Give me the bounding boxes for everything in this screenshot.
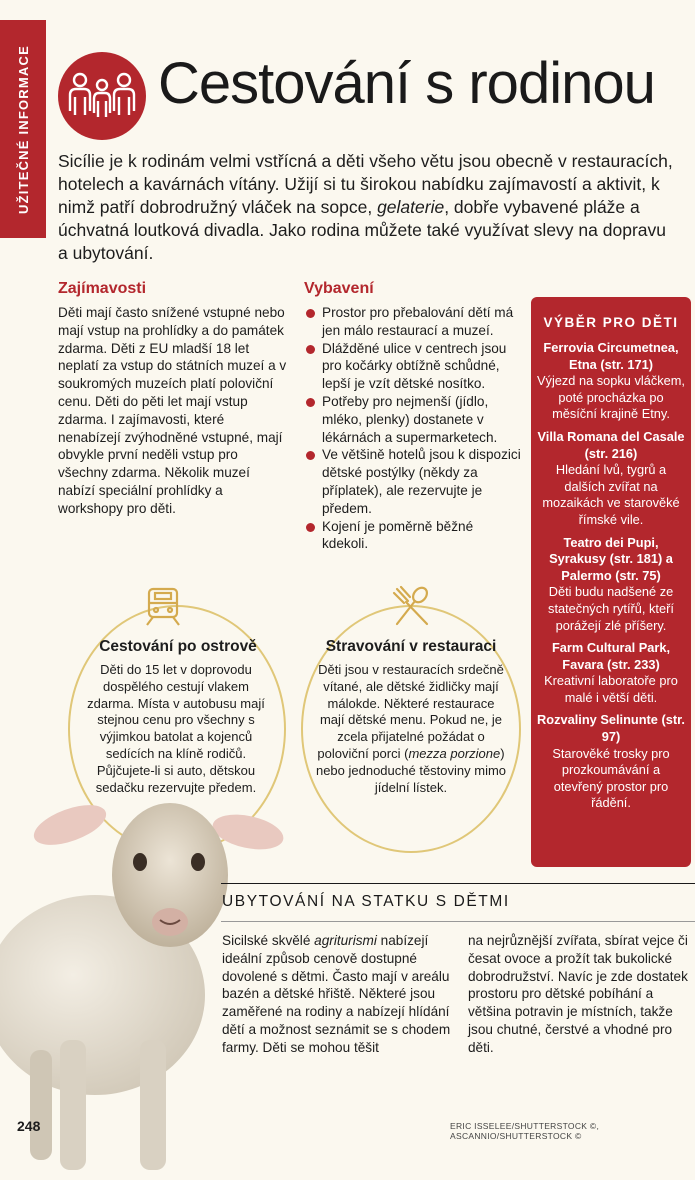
list-item: Potřeby pro nejmenší (jídlo, mléko, plenky) dostanete v lékárnách a supermarketech. (304, 393, 522, 446)
kids-picks-box (531, 297, 691, 867)
page-title: Cestování s rodinou (158, 51, 655, 116)
dining-text: Děti jsou v restauracích srdečně vítané, ale dětské židličky mají málokde. Některé restaurace mají dětské menu. Pokud ne, je zcela přijatelné požádat o poloviční porci (mezza porzione) nebo jednoduché těstoviny mimo jídelní lístek. (315, 662, 507, 795)
travel-heading: Cestování po ostrově (99, 638, 257, 655)
dining-heading: Stravování v restauraci (325, 638, 497, 655)
kids-pick-entry: Villa Romana del Casale (str. 216) Hledání lvů, tygrů a dalších zvířat na mozaikách ve starověké římské vile. (537, 428, 685, 527)
photo-credit: ERIC ISSELEE/SHUTTERSTOCK ©, ASCANNIO/SHUTTERSTOCK © (450, 1121, 600, 1141)
zajimavosti-section (58, 280, 290, 518)
section-tab-label: UŽITEČNÉ INFORMACE (15, 44, 31, 214)
kids-pick-entry: Teatro dei Pupi, Syrakusy (str. 181) a Palermo (str. 75) Děti budu nadšené ze statečných rytířů, kteří porážejí zlé příšery. (548, 534, 674, 633)
train-icon (143, 585, 183, 632)
zajimavosti-heading: Zajímavosti (58, 280, 147, 297)
travel-text: Děti do 15 let v doprovodu dospělého cestují vlakem zdarma. Místa v autobusu mají stejnou cenu pro všechny s výjimkou batolat a kojenců sedících na klíně rodičů. Půjčujete-li si auto, dětskou sedačku rezervujte předem. (87, 662, 265, 795)
section-tab (0, 20, 46, 238)
farm-bottom-rule (221, 921, 695, 922)
farm-top-rule (221, 883, 695, 884)
list-item: Ve většině hotelů jsou k dispozici dětské postýlky (někdy za příplatek), ale rezervujte je předem. (304, 446, 522, 517)
intro-paragraph: Sicílie je k rodinám velmi vstřícná a děti všeho větu jsou obecně v restauracích, hotelech a kavárnách vítány. Užijí si tu širokou nabídku zajímavostí a aktivit, k nimž patří dobrodružný vláček na sopce, gelaterie, dobře vybavené pláže a úchvatná loutková divadla. Jako rodina můžete také využívat slevy na dopravu a ubytování. (58, 151, 673, 263)
kids-picks-title: VÝBĚR PRO DĚTI (543, 315, 679, 330)
vybaveni-heading: Vybavení (304, 280, 374, 297)
list-item: Prostor pro přebalování dětí má jen málo restaurací a muzeí. (304, 304, 522, 340)
list-item: Kojení je poměrně běžné kdekoli. (304, 518, 522, 554)
vybaveni-list (304, 304, 522, 553)
kids-pick-entry: Farm Cultural Park, Favara (str. 233) Kreativní laboratoře pro malé i větší děti. (544, 640, 678, 705)
kids-pick-entry: Ferrovia Circumetnea, Etna (str. 171) Výjezd na sopku vláčkem, poté procházka po měsíční krajině Etny. (537, 340, 685, 422)
vybaveni-section (304, 280, 522, 553)
list-item: Dlážděné ulice v centrech jsou pro kočárky obtížně schůdné, lepší je vzít dětské nosítko. (304, 340, 522, 393)
zajimavosti-text: Děti mají často snížené vstupné nebo mají vstup na prohlídky a do památek zdarma. Děti z EU mladší 18 let neplatí za vstup do státních muzeí a v soukromých muzeích platí poloviční cenu. Děti do pěti let mají vstup zdarma. I zajímavosti, které nenabízejí zvýhodněné vstupné, mají obvykle první neděli vstup pro všechny zdarma. Několik muzeí nabízí speciální prohlídky a workshopy pro děti. (58, 305, 287, 516)
family-icon (58, 52, 146, 140)
farm-text-col1: Sicilské skvělé agriturismi nabízejí ideální způsob cenově dostupné dovolené s dětmi. Často mají v areálu bazén a dětské hřiště. Některé jsou zaměřené na rodiny a nabízejí hlídání dětí a možnost seznámit se s chodem farmy. Děti se mohou těšit (222, 933, 451, 1055)
farm-text-col2: na nejrůznější zvířata, sbírat vejce či česat ovoce a prožít tak bukolické dobrodružství. Navíc je zde dostatek prostoru pro dětské pobíhání a většina potravin je místních, takže jsou chutné, čerstvé a vhodné pro děti. (468, 933, 688, 1055)
farm-heading: UBYTOVÁNÍ NA STATKU S DĚTMI (222, 893, 510, 910)
kids-pick-entry: Rozvaliny Selinunte (str. 97) Starověké trosky pro prozkoumávání a otevřený prostor pro řádění. (537, 712, 685, 811)
cutlery-icon (392, 585, 432, 632)
page-number: 248 (17, 1118, 41, 1134)
